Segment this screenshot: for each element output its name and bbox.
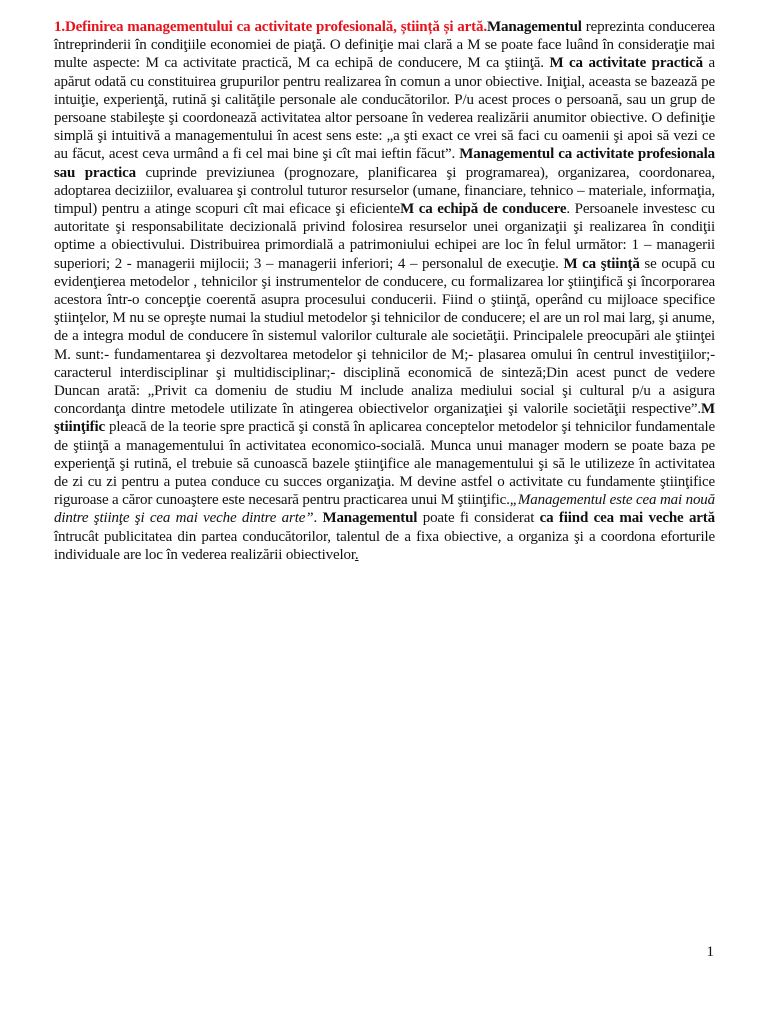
body-paragraph [54, 18, 715, 564]
section-heading: 1.Definirea managementului ca activitate profesională, știință și artă. [54, 19, 487, 35]
bold-term: M ca activitate practică [549, 55, 703, 72]
paragraph-text: poate fi considerat [417, 510, 540, 527]
paragraph-text: reprezinta conducerea întreprinderii în condiţiile economiei de piaţă. O definiţie mai clară a M se poate face luând în consideraţie mai multe aspecte: M ca activitate practică, M ca echipă de conducere, M ca ştiinţă. [54, 19, 715, 72]
bold-term: Managementul ca activitate profesionala sau practica [54, 146, 715, 181]
bold-term: M ca echipă de conducere [400, 201, 567, 218]
paragraph-text: a apărut odată cu constituirea grupurilor pentru realizarea în comun a unor obiective. Iniţial, aceasta se bazează pe intuiţie, experienţă, rutină şi calităţile personale ale conducătorilor. P/u acest proces o persoană, sau un grup de persoane stabileşte şi coordonează activitatea altor persoane în vederea realizării anumitor obiective. O definiţie simplă şi intuitivă a managementului în acest sens este: „a şti exact ce vrei să faci cu oamenii şi apoi să vezi ce au făcut, acest ceva urmând a fi cel mai bine şi cît mai ieftin făcut”. [54, 55, 716, 163]
bold-term: Managementul [486, 19, 582, 35]
paragraph-text: cuprinde previziunea (prognozare, planificarea şi programarea), organizarea, coordonarea, adoptarea deciziilor, evaluarea şi controlul tuturor resurselor (umane, financiare, tehnico – materiale, informaţia, timpul) pentru a atinge scopuri cît mai eficace şi eficiente [54, 164, 715, 218]
paragraph-text: . [313, 510, 323, 527]
document-page [54, 18, 715, 564]
bold-term: M ca ştiinţă [563, 255, 640, 272]
paragraph-text: pleacă de la teorie spre practică şi constă în aplicarea conceptelor metodelor şi tehnicilor fundamentale de ştiinţă a managementului în activitatea economico-socială. Munca unui manager modern se poate baza pe experienţă şi rutină, el trebuie să cunoască bazele ştiinţifice ale managementului şi să le utilizeze în activitatea de zi cu zi pentru a putea conduce cu succes organizaţia. M devine astfel o activitate cu fundamente ştiinţifice riguroase a căror cunoaştere este necesară pentru practicarea unui M ştiinţific. [54, 419, 715, 509]
bold-term: Managementul [322, 510, 418, 527]
bold-term: ca fiind cea mai veche artă [539, 510, 716, 527]
paragraph-text: . Persoanele investesc cu autoritate şi responsabilitate decizională privind folosirea resurselor unei organizaţii şi realizarea în condiţii optime a obiectivului. Distribuirea primordială a patrimoniului echipei are loc în felul următor: 1 – managerii superiori; 2 - managerii mijlocii; 3 – managerii inferiori; 4 – personalul de execuţie. [54, 201, 715, 272]
page-number: 1 [706, 944, 714, 960]
paragraph-text: întrucât publicitatea din partea conducătorilor, talentul de a fixa obiective, a organiza şi a coordona eforturile individuale are loc în vederea realizării obiectivelor [54, 528, 715, 563]
italic-quote: „Managementul este cea mai nouă dintre ştiinţe şi cea mai veche dintre arte” [54, 492, 716, 527]
bold-term: M ştiinţific [54, 401, 715, 436]
paragraph-text: se ocupă cu evidenţierea metodelor , tehnicilor şi instrumentelor de conducere, cu formalizarea lor ştiinţifică şi încorporarea acestora într-o concepţie coerentă asupra procesului conducerii. Fiind o ştiinţă, operând cu mijloace specifice ştiinţelor, M nu se opreşte numai la studiul metodelor şi tehnicilor de conducere; el are un rol mai larg, şi anume, de a integra modul de conducere în sistemul valorilor culturale ale societăţii. Principalele preocupări ale ştiinţei M. sunt:- fundamentarea şi dezvoltarea metodelor şi tehnicilor de M;- plasarea omului în centrul investiţiilor;- caracterul interdisciplinar şi multidisciplinar;- disciplină economică de sinteză;Din acest punct de vedere Duncan arată: „Privit ca domeniu de studiu M include analiza mediului social şi cultural p/u a asigura concordanţa dintre metodele utilizate în atingerea obiectivelor organizaţiei şi valorile societăţii respective”. [54, 255, 715, 418]
underlined-period: . [354, 546, 359, 563]
